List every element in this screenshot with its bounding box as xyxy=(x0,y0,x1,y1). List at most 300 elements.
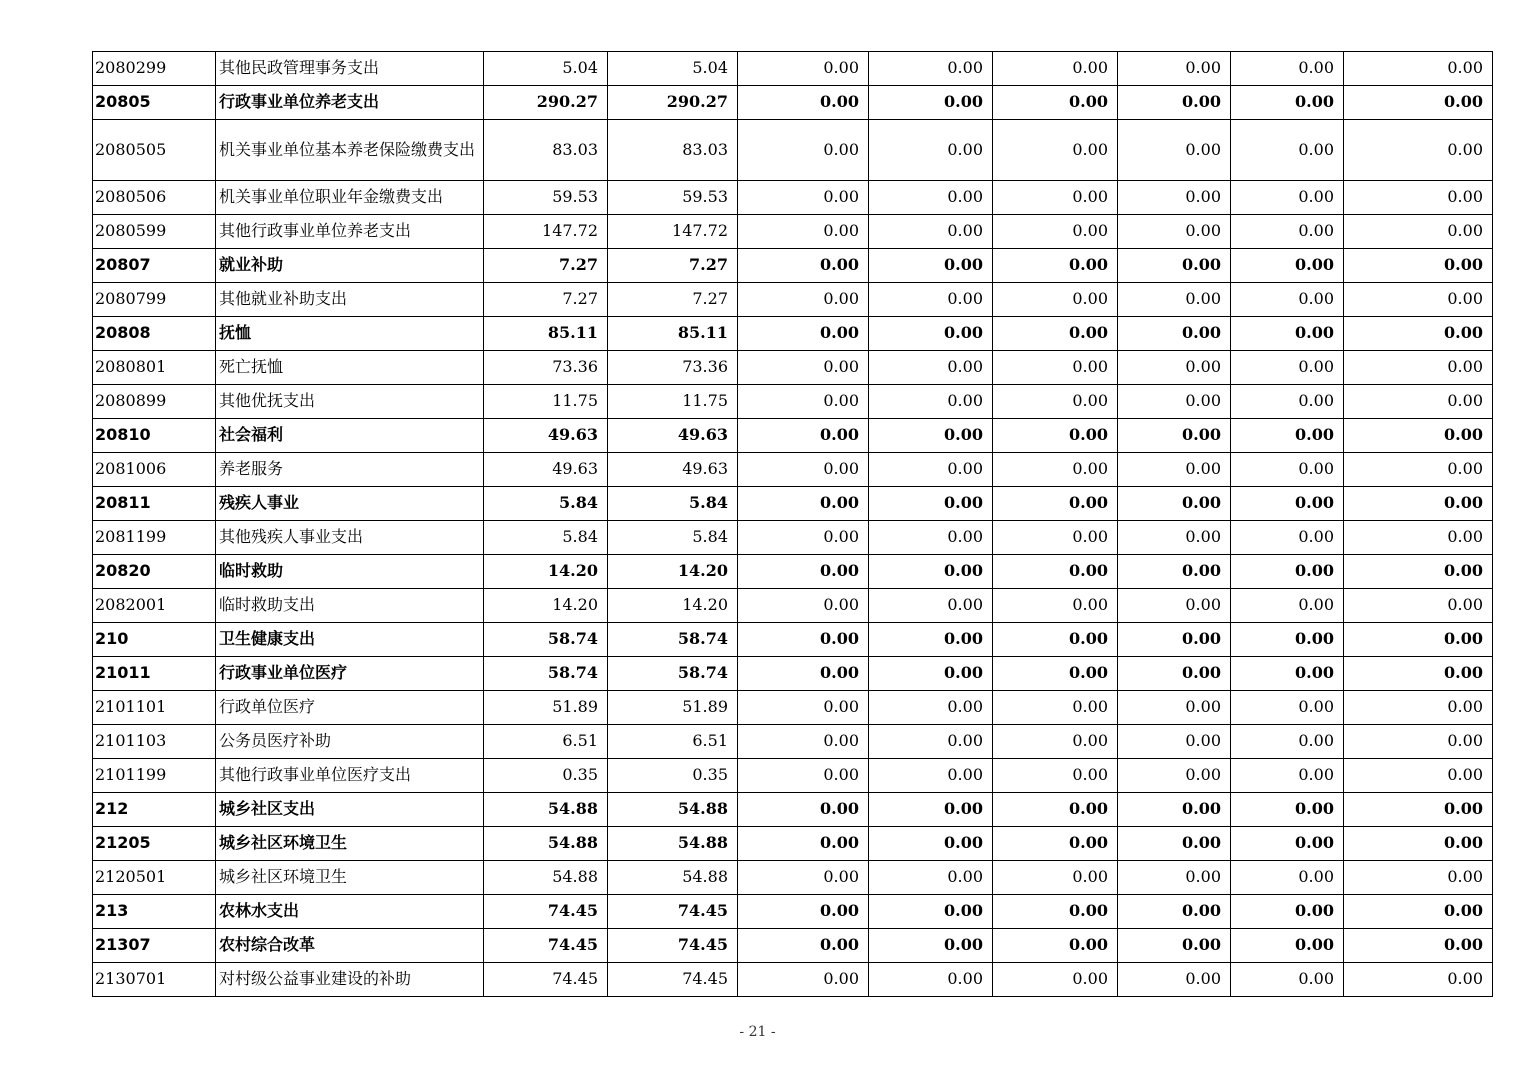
subject-code-cell: 210 xyxy=(93,623,216,657)
amount-cell: 0.00 xyxy=(1344,929,1493,963)
amount-cell: 0.00 xyxy=(1344,249,1493,283)
amount-cell: 0.35 xyxy=(608,759,738,793)
amount-cell: 54.88 xyxy=(484,827,608,861)
subject-name-cell: 死亡抚恤 xyxy=(216,351,484,385)
amount-cell: 0.00 xyxy=(1344,453,1493,487)
amount-cell: 0.00 xyxy=(738,120,869,181)
amount-cell: 0.00 xyxy=(1231,725,1344,759)
amount-cell: 0.00 xyxy=(1231,759,1344,793)
amount-cell: 0.00 xyxy=(993,895,1118,929)
amount-cell: 0.00 xyxy=(1231,283,1344,317)
amount-cell: 0.00 xyxy=(738,385,869,419)
table-row xyxy=(93,555,1493,589)
amount-cell: 290.27 xyxy=(484,86,608,120)
amount-cell: 0.00 xyxy=(1231,861,1344,895)
subject-name-cell: 城乡社区环境卫生 xyxy=(216,827,484,861)
amount-cell: 0.00 xyxy=(1118,895,1231,929)
subject-name-cell: 残疾人事业 xyxy=(216,487,484,521)
subject-name-cell: 其他残疾人事业支出 xyxy=(216,521,484,555)
amount-cell: 0.00 xyxy=(738,419,869,453)
subject-name-cell: 其他民政管理事务支出 xyxy=(216,52,484,86)
amount-cell: 0.00 xyxy=(869,725,993,759)
table-row xyxy=(93,487,1493,521)
amount-cell: 54.88 xyxy=(484,793,608,827)
amount-cell: 0.00 xyxy=(1231,929,1344,963)
amount-cell: 0.00 xyxy=(738,283,869,317)
amount-cell: 54.88 xyxy=(608,861,738,895)
table-row xyxy=(93,52,1493,86)
amount-cell: 0.00 xyxy=(869,895,993,929)
amount-cell: 0.00 xyxy=(1231,419,1344,453)
amount-cell: 0.00 xyxy=(993,385,1118,419)
amount-cell: 0.00 xyxy=(1344,793,1493,827)
subject-code-cell: 21307 xyxy=(93,929,216,963)
amount-cell: 0.00 xyxy=(993,657,1118,691)
subject-name-cell: 抚恤 xyxy=(216,317,484,351)
amount-cell: 0.00 xyxy=(1344,351,1493,385)
amount-cell: 0.00 xyxy=(1118,861,1231,895)
budget-table xyxy=(92,51,1493,997)
amount-cell: 0.00 xyxy=(1344,963,1493,997)
amount-cell: 0.00 xyxy=(1231,793,1344,827)
amount-cell: 51.89 xyxy=(484,691,608,725)
amount-cell: 0.00 xyxy=(1344,487,1493,521)
amount-cell: 0.00 xyxy=(1118,555,1231,589)
amount-cell: 74.45 xyxy=(484,895,608,929)
amount-cell: 0.00 xyxy=(993,249,1118,283)
amount-cell: 0.00 xyxy=(1231,963,1344,997)
amount-cell: 0.00 xyxy=(738,929,869,963)
amount-cell: 0.00 xyxy=(1231,657,1344,691)
table-row xyxy=(93,453,1493,487)
amount-cell: 0.00 xyxy=(1118,385,1231,419)
subject-name-cell: 其他优抚支出 xyxy=(216,385,484,419)
subject-name-cell: 就业补助 xyxy=(216,249,484,283)
amount-cell: 0.00 xyxy=(993,351,1118,385)
subject-code-cell: 2080801 xyxy=(93,351,216,385)
amount-cell: 51.89 xyxy=(608,691,738,725)
amount-cell: 0.00 xyxy=(869,283,993,317)
amount-cell: 14.20 xyxy=(608,555,738,589)
amount-cell: 14.20 xyxy=(608,589,738,623)
amount-cell: 0.00 xyxy=(1344,419,1493,453)
amount-cell: 0.00 xyxy=(1118,181,1231,215)
table-row xyxy=(93,317,1493,351)
amount-cell: 0.00 xyxy=(1118,249,1231,283)
table-row xyxy=(93,691,1493,725)
amount-cell: 0.00 xyxy=(738,317,869,351)
subject-code-cell: 21011 xyxy=(93,657,216,691)
amount-cell: 0.00 xyxy=(738,861,869,895)
amount-cell: 0.00 xyxy=(1344,120,1493,181)
amount-cell: 85.11 xyxy=(608,317,738,351)
amount-cell: 11.75 xyxy=(608,385,738,419)
amount-cell: 49.63 xyxy=(608,453,738,487)
amount-cell: 59.53 xyxy=(608,181,738,215)
amount-cell: 0.00 xyxy=(738,351,869,385)
amount-cell: 0.00 xyxy=(1231,895,1344,929)
subject-code-cell: 21205 xyxy=(93,827,216,861)
amount-cell: 0.00 xyxy=(1118,691,1231,725)
amount-cell: 58.74 xyxy=(608,657,738,691)
amount-cell: 0.00 xyxy=(869,351,993,385)
amount-cell: 0.00 xyxy=(1231,691,1344,725)
subject-code-cell: 20811 xyxy=(93,487,216,521)
amount-cell: 0.00 xyxy=(1344,861,1493,895)
amount-cell: 0.00 xyxy=(869,52,993,86)
amount-cell: 0.00 xyxy=(738,725,869,759)
subject-code-cell: 2080506 xyxy=(93,181,216,215)
amount-cell: 0.00 xyxy=(738,215,869,249)
amount-cell: 0.00 xyxy=(869,419,993,453)
amount-cell: 0.00 xyxy=(993,181,1118,215)
amount-cell: 58.74 xyxy=(484,657,608,691)
amount-cell: 0.00 xyxy=(993,120,1118,181)
table-row xyxy=(93,793,1493,827)
table-row xyxy=(93,895,1493,929)
amount-cell: 14.20 xyxy=(484,555,608,589)
amount-cell: 0.00 xyxy=(993,419,1118,453)
amount-cell: 0.00 xyxy=(869,793,993,827)
amount-cell: 0.00 xyxy=(993,317,1118,351)
table-row xyxy=(93,385,1493,419)
amount-cell: 0.00 xyxy=(869,759,993,793)
subject-name-cell: 其他行政事业单位医疗支出 xyxy=(216,759,484,793)
subject-name-cell: 机关事业单位职业年金缴费支出 xyxy=(216,181,484,215)
page-number: - 21 - xyxy=(739,1024,776,1040)
subject-name-cell: 公务员医疗补助 xyxy=(216,725,484,759)
amount-cell: 0.00 xyxy=(1344,657,1493,691)
subject-code-cell: 2101101 xyxy=(93,691,216,725)
amount-cell: 0.00 xyxy=(738,86,869,120)
amount-cell: 0.00 xyxy=(738,623,869,657)
subject-code-cell: 212 xyxy=(93,793,216,827)
subject-name-cell: 其他行政事业单位养老支出 xyxy=(216,215,484,249)
amount-cell: 0.00 xyxy=(869,521,993,555)
amount-cell: 0.00 xyxy=(1231,623,1344,657)
subject-code-cell: 2080599 xyxy=(93,215,216,249)
table-row xyxy=(93,351,1493,385)
amount-cell: 0.00 xyxy=(869,657,993,691)
subject-name-cell: 卫生健康支出 xyxy=(216,623,484,657)
amount-cell: 83.03 xyxy=(484,120,608,181)
amount-cell: 0.00 xyxy=(738,657,869,691)
amount-cell: 5.84 xyxy=(484,487,608,521)
amount-cell: 0.00 xyxy=(993,555,1118,589)
amount-cell: 0.00 xyxy=(738,52,869,86)
amount-cell: 0.00 xyxy=(993,929,1118,963)
amount-cell: 7.27 xyxy=(484,283,608,317)
amount-cell: 0.00 xyxy=(869,691,993,725)
amount-cell: 0.00 xyxy=(1118,52,1231,86)
amount-cell: 0.00 xyxy=(1231,52,1344,86)
amount-cell: 0.00 xyxy=(869,929,993,963)
amount-cell: 0.00 xyxy=(1231,249,1344,283)
table-row xyxy=(93,589,1493,623)
amount-cell: 0.00 xyxy=(1118,215,1231,249)
amount-cell: 0.00 xyxy=(738,249,869,283)
subject-name-cell: 行政事业单位养老支出 xyxy=(216,86,484,120)
amount-cell: 0.00 xyxy=(993,861,1118,895)
amount-cell: 6.51 xyxy=(484,725,608,759)
amount-cell: 0.00 xyxy=(869,86,993,120)
amount-cell: 147.72 xyxy=(484,215,608,249)
amount-cell: 0.00 xyxy=(738,521,869,555)
subject-code-cell: 2101103 xyxy=(93,725,216,759)
subject-name-cell: 机关事业单位基本养老保险缴费支出 xyxy=(216,120,484,181)
amount-cell: 0.00 xyxy=(1231,487,1344,521)
amount-cell: 0.00 xyxy=(1118,929,1231,963)
amount-cell: 0.00 xyxy=(1344,589,1493,623)
amount-cell: 0.00 xyxy=(1118,120,1231,181)
amount-cell: 0.00 xyxy=(1231,120,1344,181)
amount-cell: 0.00 xyxy=(1231,521,1344,555)
amount-cell: 0.00 xyxy=(1231,385,1344,419)
amount-cell: 5.84 xyxy=(608,487,738,521)
amount-cell: 0.00 xyxy=(869,827,993,861)
subject-name-cell: 临时救助 xyxy=(216,555,484,589)
amount-cell: 74.45 xyxy=(484,963,608,997)
amount-cell: 83.03 xyxy=(608,120,738,181)
amount-cell: 290.27 xyxy=(608,86,738,120)
amount-cell: 49.63 xyxy=(608,419,738,453)
amount-cell: 0.00 xyxy=(993,793,1118,827)
table-row xyxy=(93,521,1493,555)
subject-name-cell: 城乡社区支出 xyxy=(216,793,484,827)
amount-cell: 0.00 xyxy=(993,52,1118,86)
amount-cell: 74.45 xyxy=(484,929,608,963)
amount-cell: 0.00 xyxy=(993,453,1118,487)
amount-cell: 7.27 xyxy=(484,249,608,283)
amount-cell: 0.00 xyxy=(1118,963,1231,997)
amount-cell: 0.00 xyxy=(869,120,993,181)
amount-cell: 58.74 xyxy=(484,623,608,657)
amount-cell: 0.00 xyxy=(993,86,1118,120)
amount-cell: 0.00 xyxy=(1344,521,1493,555)
amount-cell: 0.00 xyxy=(1118,725,1231,759)
amount-cell: 0.00 xyxy=(1344,215,1493,249)
amount-cell: 0.00 xyxy=(993,283,1118,317)
amount-cell: 0.00 xyxy=(1344,181,1493,215)
amount-cell: 0.00 xyxy=(738,589,869,623)
amount-cell: 0.00 xyxy=(993,963,1118,997)
subject-code-cell: 2081006 xyxy=(93,453,216,487)
amount-cell: 5.84 xyxy=(484,521,608,555)
amount-cell: 0.00 xyxy=(869,181,993,215)
table-row xyxy=(93,623,1493,657)
amount-cell: 0.00 xyxy=(1118,589,1231,623)
amount-cell: 54.88 xyxy=(608,827,738,861)
amount-cell: 0.00 xyxy=(993,759,1118,793)
amount-cell: 0.00 xyxy=(1231,555,1344,589)
table-row xyxy=(93,725,1493,759)
subject-code-cell: 20808 xyxy=(93,317,216,351)
amount-cell: 0.00 xyxy=(993,725,1118,759)
subject-name-cell: 对村级公益事业建设的补助 xyxy=(216,963,484,997)
subject-code-cell: 2130701 xyxy=(93,963,216,997)
amount-cell: 0.00 xyxy=(869,487,993,521)
amount-cell: 0.00 xyxy=(738,827,869,861)
amount-cell: 0.00 xyxy=(1118,351,1231,385)
amount-cell: 0.00 xyxy=(993,487,1118,521)
subject-name-cell: 行政单位医疗 xyxy=(216,691,484,725)
subject-name-cell: 农林水支出 xyxy=(216,895,484,929)
subject-code-cell: 20805 xyxy=(93,86,216,120)
amount-cell: 0.00 xyxy=(993,691,1118,725)
table-row xyxy=(93,759,1493,793)
amount-cell: 7.27 xyxy=(608,283,738,317)
subject-name-cell: 农村综合改革 xyxy=(216,929,484,963)
amount-cell: 0.00 xyxy=(869,963,993,997)
amount-cell: 0.00 xyxy=(1344,623,1493,657)
amount-cell: 0.00 xyxy=(993,521,1118,555)
subject-name-cell: 其他就业补助支出 xyxy=(216,283,484,317)
amount-cell: 0.00 xyxy=(1344,385,1493,419)
amount-cell: 59.53 xyxy=(484,181,608,215)
amount-cell: 147.72 xyxy=(608,215,738,249)
amount-cell: 5.84 xyxy=(608,521,738,555)
amount-cell: 0.00 xyxy=(869,215,993,249)
table-row xyxy=(93,419,1493,453)
amount-cell: 58.74 xyxy=(608,623,738,657)
amount-cell: 49.63 xyxy=(484,419,608,453)
amount-cell: 74.45 xyxy=(608,963,738,997)
amount-cell: 0.00 xyxy=(1231,827,1344,861)
subject-code-cell: 20820 xyxy=(93,555,216,589)
amount-cell: 0.00 xyxy=(738,759,869,793)
amount-cell: 0.00 xyxy=(993,827,1118,861)
amount-cell: 0.00 xyxy=(1118,86,1231,120)
amount-cell: 0.00 xyxy=(1231,317,1344,351)
amount-cell: 0.00 xyxy=(738,963,869,997)
amount-cell: 0.00 xyxy=(738,691,869,725)
amount-cell: 0.00 xyxy=(738,181,869,215)
amount-cell: 0.00 xyxy=(993,215,1118,249)
amount-cell: 0.00 xyxy=(869,385,993,419)
amount-cell: 0.00 xyxy=(1344,759,1493,793)
amount-cell: 0.35 xyxy=(484,759,608,793)
amount-cell: 0.00 xyxy=(738,453,869,487)
amount-cell: 73.36 xyxy=(608,351,738,385)
subject-name-cell: 城乡社区环境卫生 xyxy=(216,861,484,895)
amount-cell: 14.20 xyxy=(484,589,608,623)
amount-cell: 0.00 xyxy=(1118,793,1231,827)
table-body xyxy=(93,52,1493,997)
amount-cell: 5.04 xyxy=(484,52,608,86)
subject-code-cell: 2080505 xyxy=(93,120,216,181)
amount-cell: 0.00 xyxy=(1231,181,1344,215)
table-row xyxy=(93,86,1493,120)
amount-cell: 0.00 xyxy=(869,861,993,895)
amount-cell: 0.00 xyxy=(1344,895,1493,929)
table-row xyxy=(93,283,1493,317)
amount-cell: 0.00 xyxy=(1344,725,1493,759)
table-row xyxy=(93,120,1493,181)
amount-cell: 0.00 xyxy=(738,487,869,521)
amount-cell: 0.00 xyxy=(1118,453,1231,487)
amount-cell: 49.63 xyxy=(484,453,608,487)
amount-cell: 54.88 xyxy=(484,861,608,895)
amount-cell: 0.00 xyxy=(738,895,869,929)
table-row xyxy=(93,249,1493,283)
amount-cell: 0.00 xyxy=(1344,86,1493,120)
subject-code-cell: 2081199 xyxy=(93,521,216,555)
amount-cell: 0.00 xyxy=(1231,589,1344,623)
subject-code-cell: 213 xyxy=(93,895,216,929)
amount-cell: 0.00 xyxy=(1118,317,1231,351)
amount-cell: 0.00 xyxy=(1344,827,1493,861)
subject-name-cell: 临时救助支出 xyxy=(216,589,484,623)
subject-name-cell: 社会福利 xyxy=(216,419,484,453)
amount-cell: 73.36 xyxy=(484,351,608,385)
amount-cell: 0.00 xyxy=(869,589,993,623)
amount-cell: 0.00 xyxy=(1118,827,1231,861)
subject-code-cell: 2080299 xyxy=(93,52,216,86)
table-row xyxy=(93,861,1493,895)
amount-cell: 0.00 xyxy=(1118,623,1231,657)
amount-cell: 0.00 xyxy=(738,555,869,589)
subject-code-cell: 2101199 xyxy=(93,759,216,793)
amount-cell: 0.00 xyxy=(1344,555,1493,589)
amount-cell: 74.45 xyxy=(608,929,738,963)
table-row xyxy=(93,963,1493,997)
table-row xyxy=(93,181,1493,215)
amount-cell: 54.88 xyxy=(608,793,738,827)
table-row xyxy=(93,827,1493,861)
amount-cell: 7.27 xyxy=(608,249,738,283)
subject-code-cell: 2080899 xyxy=(93,385,216,419)
table-row xyxy=(93,657,1493,691)
amount-cell: 0.00 xyxy=(1118,759,1231,793)
amount-cell: 0.00 xyxy=(1344,691,1493,725)
amount-cell: 0.00 xyxy=(869,623,993,657)
subject-code-cell: 2082001 xyxy=(93,589,216,623)
amount-cell: 0.00 xyxy=(1118,521,1231,555)
table-row xyxy=(93,929,1493,963)
amount-cell: 0.00 xyxy=(1118,419,1231,453)
subject-code-cell: 20810 xyxy=(93,419,216,453)
subject-name-cell: 养老服务 xyxy=(216,453,484,487)
amount-cell: 0.00 xyxy=(1344,317,1493,351)
amount-cell: 0.00 xyxy=(993,589,1118,623)
amount-cell: 0.00 xyxy=(869,453,993,487)
amount-cell: 0.00 xyxy=(1118,487,1231,521)
amount-cell: 11.75 xyxy=(484,385,608,419)
amount-cell: 0.00 xyxy=(1118,283,1231,317)
amount-cell: 0.00 xyxy=(1231,453,1344,487)
subject-name-cell: 行政事业单位医疗 xyxy=(216,657,484,691)
subject-code-cell: 2120501 xyxy=(93,861,216,895)
amount-cell: 85.11 xyxy=(484,317,608,351)
amount-cell: 0.00 xyxy=(1231,351,1344,385)
amount-cell: 0.00 xyxy=(1344,283,1493,317)
amount-cell: 0.00 xyxy=(1118,657,1231,691)
amount-cell: 0.00 xyxy=(869,249,993,283)
amount-cell: 0.00 xyxy=(1231,215,1344,249)
subject-code-cell: 20807 xyxy=(93,249,216,283)
amount-cell: 5.04 xyxy=(608,52,738,86)
amount-cell: 74.45 xyxy=(608,895,738,929)
amount-cell: 6.51 xyxy=(608,725,738,759)
subject-code-cell: 2080799 xyxy=(93,283,216,317)
amount-cell: 0.00 xyxy=(869,555,993,589)
amount-cell: 0.00 xyxy=(738,793,869,827)
amount-cell: 0.00 xyxy=(869,317,993,351)
amount-cell: 0.00 xyxy=(1231,86,1344,120)
table-row xyxy=(93,215,1493,249)
amount-cell: 0.00 xyxy=(1344,52,1493,86)
amount-cell: 0.00 xyxy=(993,623,1118,657)
